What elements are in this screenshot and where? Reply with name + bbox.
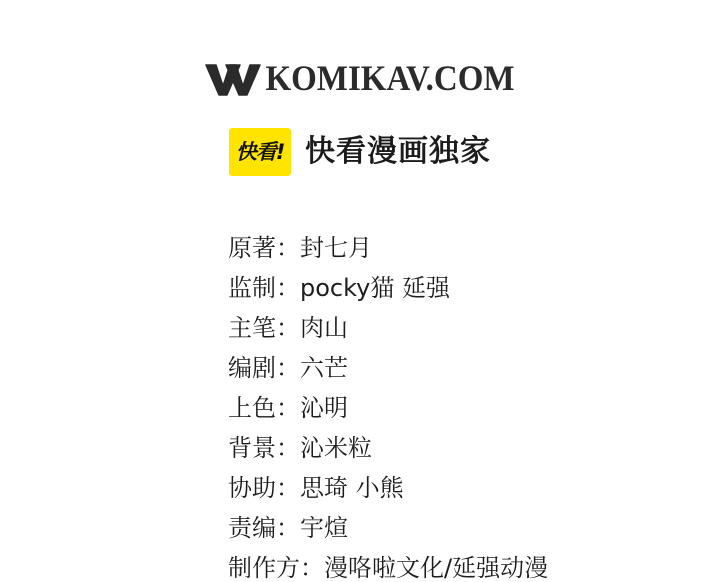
- double-chevron-mark-icon: [205, 62, 261, 96]
- credit-line: 协助：思琦 小熊: [228, 474, 404, 502]
- kuaikan-badge: [229, 128, 291, 176]
- credit-line: 原著：封七月: [228, 234, 372, 262]
- watermark-brand: [0, 59, 720, 98]
- exclusive-text: 快看漫画独家: [305, 134, 491, 169]
- credit-line: 背景：沁米粒: [228, 434, 372, 462]
- credit-line: 责编：宇煊: [228, 514, 348, 542]
- credits-list: [228, 236, 708, 580]
- kuaikan-badge-label: 快看!: [235, 139, 285, 164]
- watermark-site-name: KOMIKAV.COM: [265, 59, 515, 98]
- credit-line: 主笔：肉山: [228, 314, 348, 342]
- credit-line: 上色：沁明: [228, 394, 348, 422]
- credit-line: 监制：pocky猫 延强: [228, 274, 450, 302]
- exclusive-banner: [0, 128, 720, 176]
- credit-line: 制作方：漫咯啦文化/延强动漫: [228, 554, 549, 582]
- credit-line: 编剧：六芒: [228, 354, 348, 382]
